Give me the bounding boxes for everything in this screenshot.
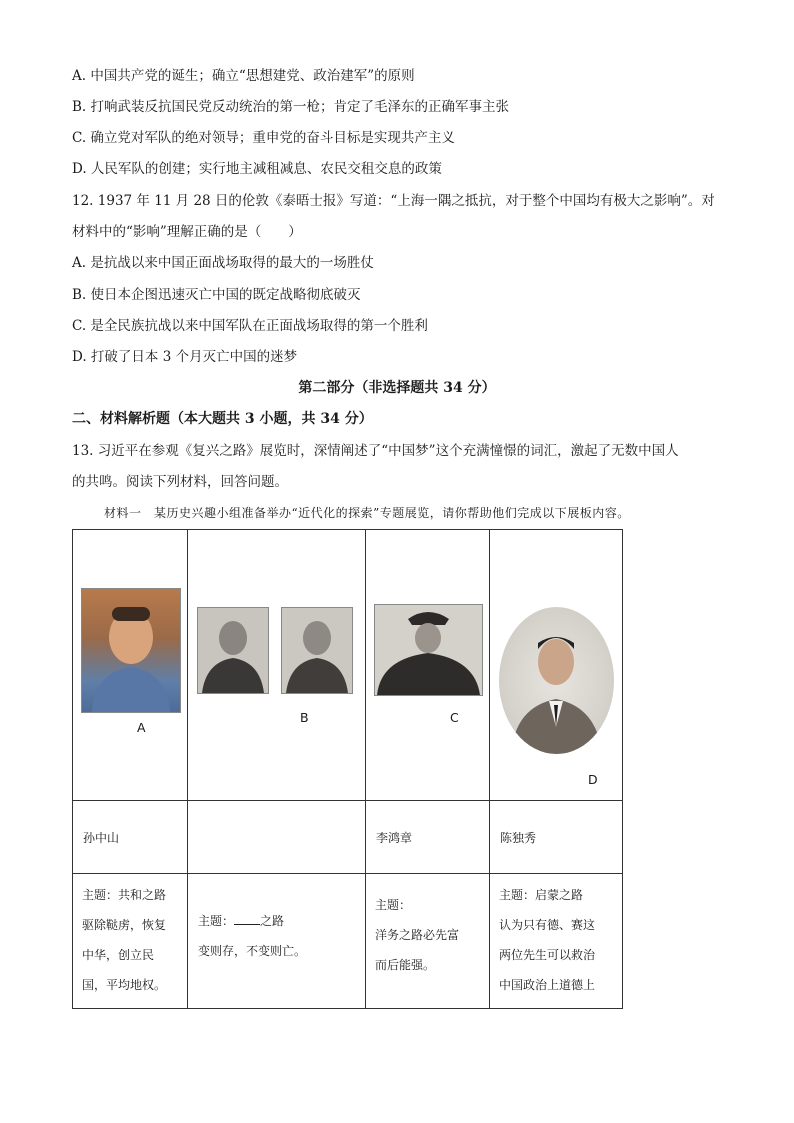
q11-option-d: D. 人民军队的创建；实行地主减租减息、农民交租交息的政策	[72, 161, 442, 177]
theme-c-line2: 洋务之路必先富	[375, 928, 460, 942]
portrait-photo-b-right	[281, 607, 353, 694]
theme-b-answer-blank[interactable]	[234, 912, 260, 925]
theme-b-prefix: 主题：	[198, 914, 235, 928]
theme-a-line1: 主题：共和之路	[82, 888, 167, 902]
portrait-photo-b-left	[197, 607, 269, 694]
name-cell-d: 陈独秀	[490, 801, 623, 874]
q12-option-b: B. 使日本企图迅速灭亡中国的既定战略彻底破灭	[72, 287, 361, 303]
theme-a-line3: 中华，创立民	[82, 948, 155, 962]
theme-cell-c	[366, 874, 490, 1009]
photo-label-d: D	[588, 772, 598, 787]
part2-title: 第二部分（非选择题共 34 分）	[298, 380, 496, 396]
theme-d-line1: 主题：启蒙之路	[499, 888, 584, 902]
theme-a-line4: 国，平均地权。	[82, 978, 167, 992]
photo-cell-d	[490, 530, 623, 801]
exhibit-board-table	[72, 529, 623, 1009]
q11-option-a: A. 中国共产党的诞生；确立“思想建党、政治建军”的原则	[72, 68, 415, 84]
theme-a-line2: 驱除鞑虏，恢复	[82, 918, 167, 932]
photo-row	[73, 530, 623, 801]
theme-b-suffix: 之路	[260, 914, 285, 928]
q13-stem-line2: 的共鸣。阅读下列材料，回答问题。	[72, 474, 288, 490]
photo-label-b: B	[300, 710, 309, 725]
name-row	[73, 801, 623, 874]
name-cell-b	[188, 801, 366, 874]
q12-option-a: A. 是抗战以来中国正面战场取得的最大的一场胜仗	[72, 255, 374, 271]
theme-cell-a	[73, 874, 188, 1009]
portrait-photo-c	[374, 604, 483, 696]
q12-stem-line2: 材料中的“影响”理解正确的是（ ）	[72, 224, 302, 240]
theme-b-line1	[198, 906, 306, 936]
q12-option-d: D. 打破了日本 3 个月灭亡中国的迷梦	[72, 349, 298, 365]
q12-option-c: C. 是全民族抗战以来中国军队在正面战场取得的第一个胜利	[72, 318, 428, 334]
photo-cell-c	[366, 530, 490, 801]
q13-stem-line1: 13. 习近平在参观《复兴之路》展览时，深情阐述了“中国梦”这个充满憧憬的词汇，激起了无数中国人	[72, 443, 679, 459]
photo-label-a: A	[137, 720, 146, 735]
portrait-photo-d	[499, 607, 614, 754]
theme-d-line2: 认为只有德、赛这	[499, 918, 596, 932]
section2-title: 二、材料解析题（本大题共 3 小题，共 34 分）	[72, 411, 373, 427]
photo-label-c: C	[450, 710, 459, 725]
theme-cell-b	[188, 874, 366, 1009]
theme-b-line2: 变则存，不变则亡。	[198, 944, 307, 958]
q12-stem-line1: 12. 1937 年 11 月 28 日的伦敦《泰晤士报》写道：“上海一隅之抵抗，对于整个中国均有极大之影响”。对	[72, 193, 715, 209]
q11-option-c: C. 确立党对军队的绝对领导；重申党的奋斗目标是实现共产主义	[72, 130, 455, 146]
theme-c-line3: 而后能强。	[375, 958, 436, 972]
material1-caption: 材料一 某历史兴趣小组准备举办“近代化的探索”专题展览，请你帮助他们完成以下展板内容。	[104, 506, 630, 520]
theme-c-line1: 主题：	[375, 898, 412, 912]
portrait-photo-a	[81, 588, 181, 713]
name-cell-c: 李鸿章	[366, 801, 490, 874]
theme-row	[73, 874, 623, 1009]
photo-cell-b	[188, 530, 366, 801]
name-cell-a: 孙中山	[73, 801, 188, 874]
theme-cell-d	[490, 874, 623, 1009]
theme-d-line4: 中国政治上道德上	[499, 978, 596, 992]
photo-cell-a	[73, 530, 188, 801]
theme-d-line3: 两位先生可以救治	[499, 948, 596, 962]
q11-option-b: B. 打响武装反抗国民党反动统治的第一枪；肯定了毛泽东的正确军事主张	[72, 99, 510, 115]
